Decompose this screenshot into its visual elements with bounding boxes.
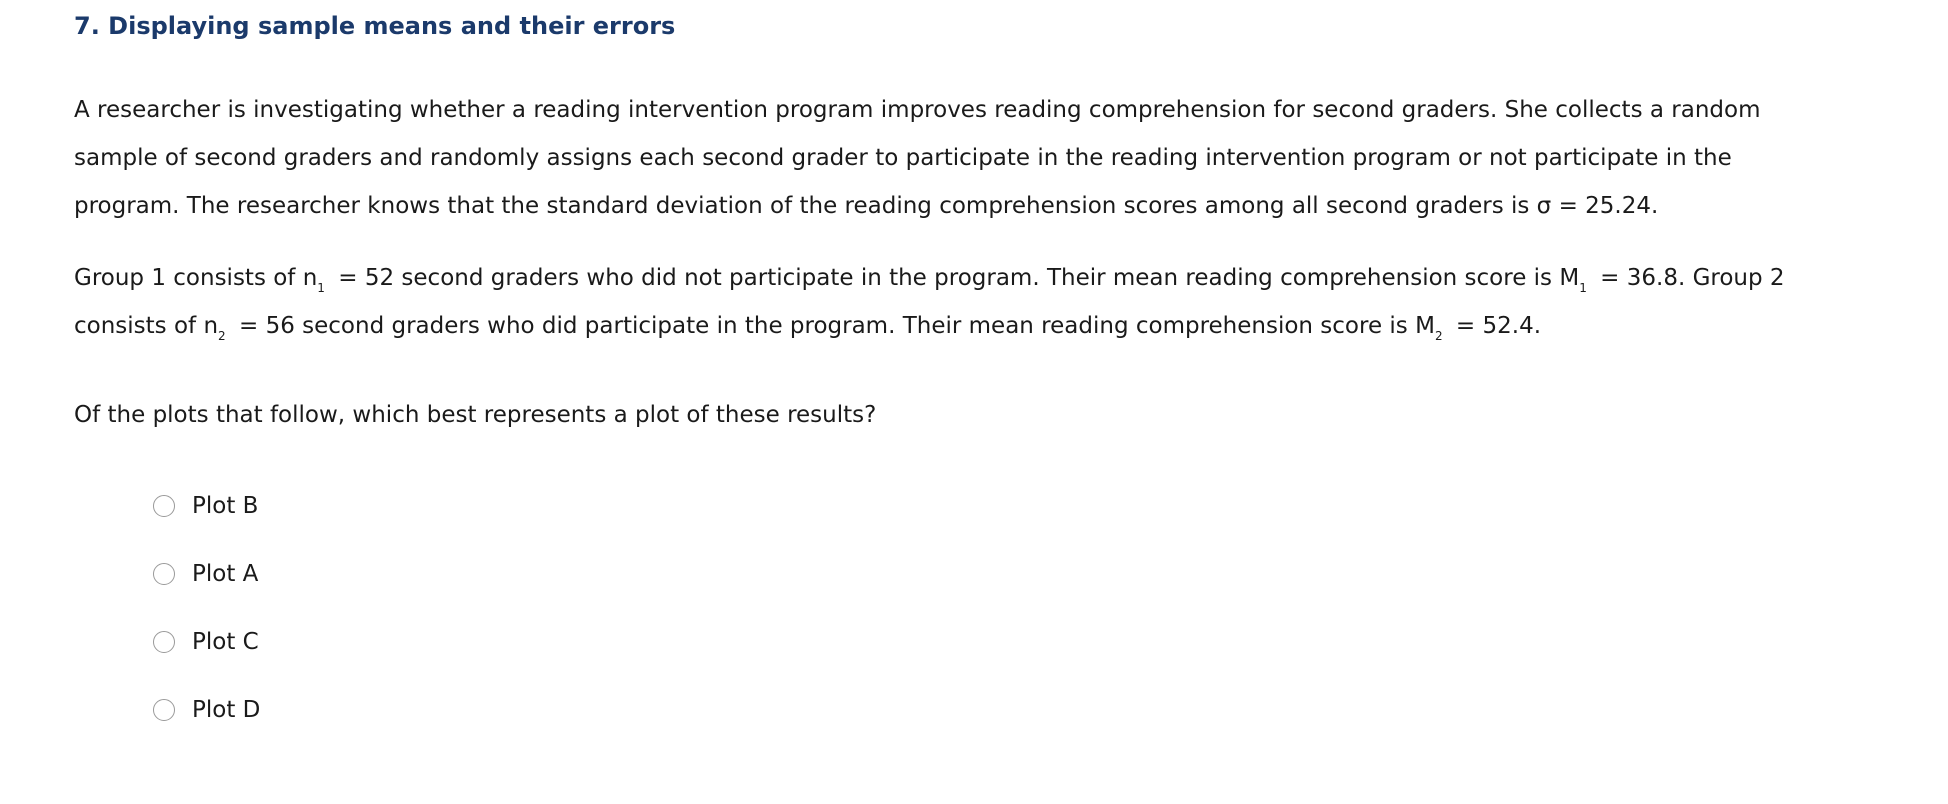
question-prompt: Of the plots that follow, which best represents a plot of these results? xyxy=(74,402,877,428)
groups-text: = 52 second graders who did not participate in the program. Their mean reading comprehension score is M xyxy=(330,265,1580,291)
option-plot-d[interactable] xyxy=(153,690,260,730)
subscript: 1 xyxy=(1579,281,1587,295)
radio-button[interactable] xyxy=(153,631,175,653)
groups-text: = 52.4. xyxy=(1448,313,1542,339)
groups-text: = 56 second graders who did participate in the program. Their mean reading comprehension score is M xyxy=(231,313,1435,339)
question-title: 7. Displaying sample means and their errors xyxy=(74,12,676,40)
radio-button[interactable] xyxy=(153,563,175,585)
radio-button[interactable] xyxy=(153,495,175,517)
option-label: Plot D xyxy=(192,697,261,723)
subscript: 2 xyxy=(218,329,226,343)
groups-text: = 36.8. Group 2 xyxy=(1592,265,1785,291)
option-label: Plot C xyxy=(192,629,259,655)
answer-options xyxy=(153,486,260,758)
groups-text: consists of n xyxy=(74,313,219,339)
subscript: 1 xyxy=(317,281,325,295)
intro-paragraph xyxy=(74,86,1760,230)
option-label: Plot A xyxy=(192,561,259,587)
groups-text: Group 1 consists of n xyxy=(74,265,318,291)
subscript: 2 xyxy=(1434,329,1443,343)
intro-line: A researcher is investigating whether a reading intervention program improves reading comprehension for second graders. She collects a random xyxy=(74,97,1761,123)
option-plot-c[interactable] xyxy=(153,622,260,662)
intro-line: sample of second graders and randomly assigns each second grader to participate in the reading intervention program or not participate in the xyxy=(74,145,1732,171)
intro-line: program. The researcher knows that the standard deviation of the reading comprehension scores among all second graders is σ = 25.24. xyxy=(74,193,1659,219)
option-plot-b[interactable] xyxy=(153,486,260,526)
radio-button[interactable] xyxy=(153,699,175,721)
option-label: Plot B xyxy=(192,493,259,519)
option-plot-a[interactable] xyxy=(153,554,260,594)
groups-line xyxy=(74,254,1785,302)
groups-line xyxy=(74,302,1785,350)
groups-paragraph xyxy=(74,254,1785,350)
